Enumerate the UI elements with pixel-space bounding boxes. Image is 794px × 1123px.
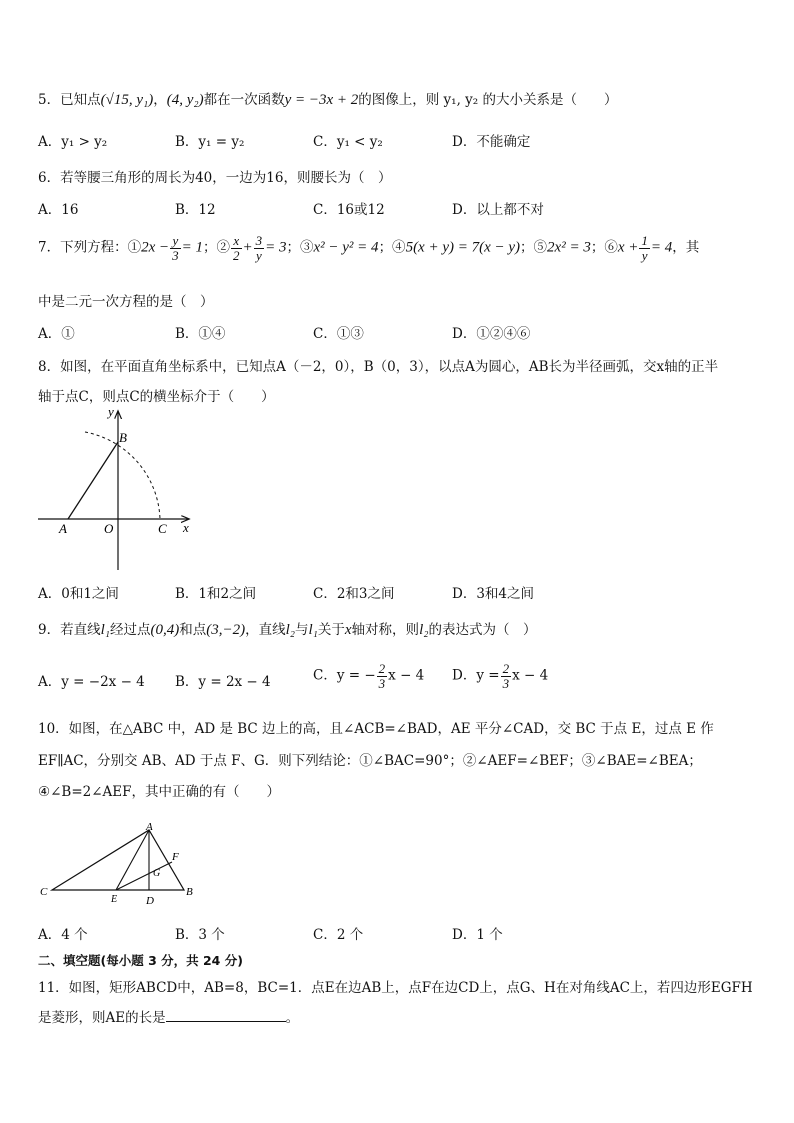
q7-eq6-frac [639, 234, 650, 262]
q7-eq3: x² − y² = 4 [313, 239, 379, 256]
q7-line-2: 中是二元一次方程的是（ ） [38, 294, 214, 310]
q6-option-c[interactable]: C．16或12 [313, 202, 385, 218]
label-a: A [146, 821, 153, 833]
q8-option-c[interactable]: C．2和3之间 [313, 586, 395, 602]
label-c: C [158, 521, 167, 536]
q9-option-d-num: 2 [502, 661, 510, 676]
label-f: F [172, 851, 179, 863]
q9-option-c-num: 2 [378, 661, 386, 676]
q9-l1b: l₁ [308, 622, 318, 638]
q9-b: 和点 [179, 622, 207, 638]
question-5 [38, 88, 618, 109]
q8-line-2: 轴于点C，则点C的横坐标介于（ ） [38, 389, 275, 405]
q11-line-2-text: 是菱形，则AE的长是 [38, 1010, 166, 1026]
q7-option-c[interactable]: C．①③ [313, 326, 364, 342]
q7-eq2-b: = 3 [265, 239, 287, 256]
q10-line-3: ④∠B=2∠AEF，其中正确的有（ ） [38, 784, 281, 800]
label-b: B [119, 430, 127, 445]
q9-option-c[interactable] [313, 662, 424, 690]
section-2-heading: 二、填空题(每小题 3 分，共 24 分) [38, 953, 243, 968]
q9-l1: l₁ [100, 622, 110, 638]
q5-point-1: (√15, y₁) [100, 92, 154, 108]
q7-eq6-num: 1 [641, 233, 648, 248]
q6-option-b[interactable]: B．12 [175, 202, 216, 218]
q10-figure [36, 818, 206, 908]
q5-mid: 都在一次函数 [203, 92, 285, 108]
label-x: x [183, 520, 189, 535]
label-o: O [104, 521, 114, 536]
q9-lead: 9．若直线 [38, 622, 101, 638]
q7-option-d[interactable]: D．①②④⑥ [452, 326, 531, 342]
q5-tail: 的图像上，则 y₁, y₂ 的大小关系是（ ） [358, 92, 618, 108]
q6-option-d[interactable]: D．以上都不对 [452, 202, 544, 218]
q5-option-a[interactable]: A．y₁ > y₂ [38, 134, 108, 150]
q7-eq2-frac2 [254, 234, 265, 262]
q11-line-2 [38, 1006, 299, 1026]
q9-option-d-den: 3 [502, 675, 510, 691]
q7-sep-4: ；④ [378, 239, 406, 256]
question-7 [38, 234, 699, 262]
q7-option-b[interactable]: B．①④ [175, 326, 226, 342]
q10-line-1: 10．如图，在△ABC 中，AD 是 BC 边上的高，且∠ACB=∠BAD，AE 平分∠CAD，交 BC 于点 E，过点 E 作 [38, 721, 714, 737]
q10-line-2: EF∥AC，分别交 AB、AD 于点 F、G．则下列结论：①∠BAC=90°；②∠AEF=∠BEF；③∠BAE=∠BEA； [38, 753, 702, 769]
q7-tail: ，其 [672, 239, 700, 256]
q9-point-2: (3,−2) [206, 622, 246, 638]
segment-ef [116, 862, 172, 890]
question-6: 6．若等腰三角形的周长为40，一边为16，则腰长为（ ） [38, 170, 392, 186]
q9-l2b: l₂ [419, 622, 429, 638]
q9-option-d-tail: x − 4 [512, 667, 549, 684]
label-y: y [108, 404, 114, 419]
q7-eq2-num2: 3 [255, 233, 263, 248]
q9-option-c-frac [377, 662, 388, 690]
q9-point-1: (0,4) [150, 622, 180, 638]
q7-eq2-num1: x [231, 234, 242, 249]
q11-answer-blank[interactable] [166, 1009, 286, 1022]
q11-line-2-end: 。 [285, 1010, 300, 1026]
label-g: G [153, 868, 161, 879]
label-d: D [146, 895, 154, 907]
q10-option-b[interactable]: B．3 个 [175, 927, 225, 943]
label-a: A [59, 521, 67, 536]
q9-option-c-tail: x − 4 [388, 667, 425, 684]
q5-sep: ， [153, 92, 167, 108]
q7-option-a[interactable]: A．① [38, 326, 75, 342]
q9-option-c-den: 3 [378, 675, 386, 691]
q5-function: y = −3x + 2 [284, 92, 359, 108]
q5-option-c[interactable]: C．y₁ < y₂ [313, 134, 383, 150]
q8-figure [30, 402, 205, 574]
q5-option-d[interactable]: D．不能确定 [452, 134, 531, 150]
q9-option-d-frac [501, 662, 512, 690]
q9-option-d[interactable] [452, 662, 548, 690]
q9-option-d-lead: D．y = [452, 667, 500, 684]
q7-sep-6: ；⑥ [590, 239, 618, 256]
q6-option-a[interactable]: A．16 [38, 202, 79, 218]
q7-sep-3: ；③ [286, 239, 314, 256]
triangle-abc [52, 830, 184, 890]
q9-a: 经过点 [109, 622, 151, 638]
q7-sep-5: ；⑤ [520, 239, 548, 256]
q11-line-1: 11．如图，矩形ABCD中，AB=8，BC=1．点E在边AB上，点F在边CD上，点G、H在对角线AC上，若四边形EGFH [38, 980, 753, 996]
q9-c: ，直线 [245, 622, 286, 638]
q7-eq1-frac [170, 234, 181, 262]
q5-point-2: (4, y₂) [166, 92, 204, 108]
q7-eq6-b: = 4 [650, 239, 673, 256]
q7-eq2-den2: y [255, 247, 262, 263]
q7-eq2-frac1 [231, 234, 242, 262]
q9-option-b[interactable]: B．y = 2x − 4 [175, 674, 271, 690]
label-c: C [40, 886, 48, 898]
q8-line-1: 8．如图，在平面直角坐标系中，已知点A（－2，0），B（0，3），以点A为圆心，AB长为半径画弧，交x轴的正半 [38, 359, 719, 375]
q10-option-c[interactable]: C．2 个 [313, 927, 364, 943]
q7-eq1-num: y [170, 234, 181, 249]
q7-eq6-a: x + [617, 239, 639, 256]
q5-lead: 5．已知点 [38, 92, 101, 108]
q8-option-a[interactable]: A．0和1之间 [38, 586, 119, 602]
q5-option-b[interactable]: B．y₁ = y₂ [175, 134, 245, 150]
q9-option-c-lead: C．y = − [313, 667, 376, 684]
q7-eq1-b: = 1 [181, 239, 203, 256]
q9-l2: l₂ [285, 622, 295, 638]
q9-option-a[interactable]: A．y = −2x − 4 [38, 674, 145, 690]
q7-eq1-a: 2x − [141, 239, 170, 256]
q9-x: x [344, 622, 352, 638]
q7-lead: 7．下列方程：① [38, 239, 142, 256]
q8-option-b[interactable]: B．1和2之间 [175, 586, 257, 602]
question-9 [38, 618, 536, 639]
q7-eq5: 2x² = 3 [547, 239, 591, 256]
q9-f: 轴对称，则 [351, 622, 420, 638]
q7-eq4: 5(x + y) = 7(x − y) [405, 239, 521, 256]
q7-eq2-den1: 2 [233, 247, 240, 263]
q10-option-a[interactable]: A．4 个 [38, 927, 88, 943]
q8-option-d[interactable]: D．3和4之间 [452, 586, 535, 602]
q7-eq2-plus: + [242, 239, 253, 256]
label-e: E [111, 894, 118, 905]
q7-eq6-den: y [641, 247, 648, 263]
q9-e: 关于 [317, 622, 345, 638]
segment-ab [68, 442, 118, 519]
q7-eq1-den: 3 [172, 247, 179, 263]
q9-g: 的表达式为（ ） [428, 622, 537, 638]
q9-d: 与 [295, 622, 309, 638]
q7-sep-2: ；② [203, 239, 230, 256]
q10-option-d[interactable]: D．1 个 [452, 927, 503, 943]
label-b: B [186, 886, 193, 898]
segment-ae [116, 830, 149, 890]
